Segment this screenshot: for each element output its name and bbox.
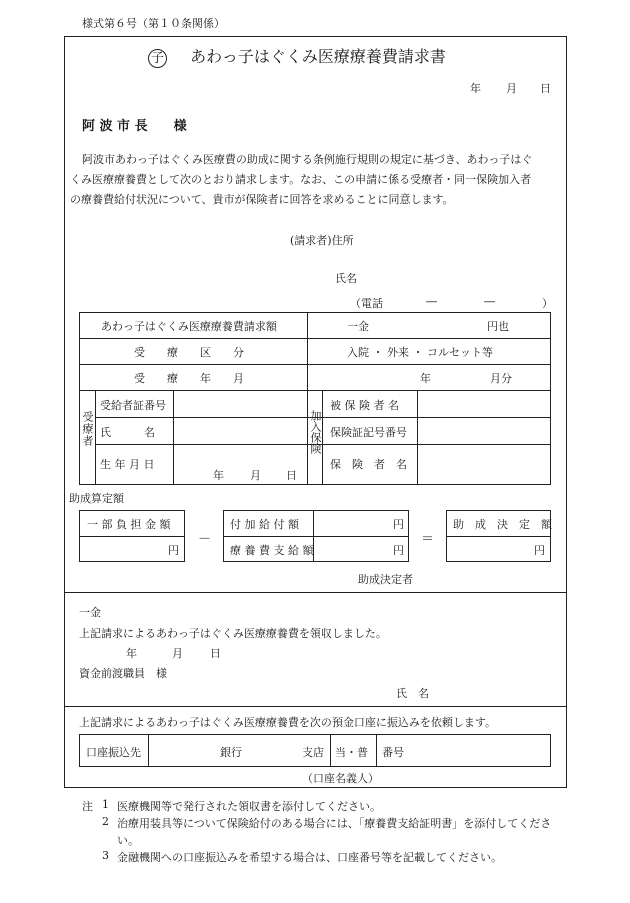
- date-month: 月: [506, 82, 517, 95]
- bank-label: 銀行: [220, 746, 242, 759]
- medical-payment-unit: 円: [393, 544, 404, 557]
- note-text: 治療用装具等について保険給付のある場合には、「療養費支給証明書」を添付してくださ: [117, 817, 552, 830]
- insurance-side-label: 加入保険: [309, 410, 322, 454]
- address-label: (請求者)住所: [290, 234, 354, 247]
- period-label: 受 療 年 月: [134, 372, 244, 385]
- period-year: 年: [420, 372, 431, 385]
- equals-sign: ＝: [421, 532, 435, 547]
- addressee: 阿 波 市 長 様: [82, 119, 187, 134]
- form-number: 様式第６号（第１０条関係）: [82, 17, 225, 30]
- account-holder-label: （口座名義人）: [302, 772, 379, 785]
- advance-staff: 資金前渡職員 様: [79, 667, 167, 680]
- insurance-number-label: 保険証記号番号: [330, 426, 407, 439]
- birth-month: 月: [250, 469, 261, 482]
- patient-name-label: 氏 名: [100, 426, 155, 439]
- claim-amount-suffix: 円也: [487, 320, 509, 333]
- medical-payment-label: 療 養 費 支 給 額: [230, 544, 314, 557]
- child-mark-icon: 子: [148, 49, 167, 68]
- note-text: 金融機関への口座振込みを希望する場合は、口座番号等を記載してください。: [117, 851, 502, 864]
- account-number-label: 番号: [382, 746, 404, 759]
- decision-amount-unit: 円: [534, 544, 545, 557]
- intro-line-1: 阿波市あわっ子はぐくみ医療費の助成に関する条例施行規則の規定に基づき、あわっ子はぐ: [82, 153, 533, 166]
- intro-line-3: の療養費給付状況について、貴市が保険者に回答を求めることに同意します。: [70, 193, 454, 206]
- note-text: 医療機関等で発行された領収書を添付してください。: [117, 800, 381, 813]
- minus-sign: －: [198, 532, 212, 547]
- insurer-name-label: 保 険 者 名: [330, 458, 407, 471]
- transfer-statement: 上記請求によるあわっ子はぐくみ医療療養費を次の預金口座に振込みを依頼します。: [79, 716, 497, 729]
- additional-benefit-label: 付 加 給 付 額: [230, 518, 299, 531]
- date-year: 年: [470, 82, 481, 95]
- recipient-cert-label: 受給者証番号: [100, 399, 166, 412]
- partial-burden-label: 一 部 負 担 金 額: [87, 518, 171, 531]
- account-type[interactable]: 当・普: [335, 746, 368, 759]
- receipt-divider: [64, 592, 567, 593]
- birth-day: 日: [286, 469, 297, 482]
- transfer-divider: [64, 706, 567, 707]
- category-value[interactable]: 入院 ・ 外来 ・ コルセット等: [347, 346, 493, 359]
- receipt-month: 月: [172, 647, 183, 660]
- birth-year: 年: [213, 469, 224, 482]
- account-dest-label: 口座振込先: [86, 746, 141, 759]
- note-number: 3: [102, 849, 109, 862]
- branch-label: 支店: [302, 746, 324, 759]
- receipt-amount-prefix: 一金: [79, 606, 101, 619]
- name-label: 氏名: [335, 272, 357, 285]
- category-label: 受 療 区 分: [134, 346, 244, 359]
- receipt-day: 日: [210, 647, 221, 660]
- note-text: い。: [117, 834, 139, 847]
- calc-heading: 助成算定額: [69, 492, 124, 505]
- notes-prefix: 注: [82, 800, 93, 813]
- receipt-statement: 上記請求によるあわっ子はぐくみ医療療養費を領収しました。: [79, 627, 387, 640]
- receipt-year: 年: [126, 647, 137, 660]
- partial-burden-unit: 円: [168, 544, 179, 557]
- phone-dash-2: ―: [484, 295, 495, 308]
- period-month: 月分: [490, 372, 512, 385]
- claim-amount-label: あわっ子はぐくみ医療療養費請求額: [101, 320, 277, 333]
- phone-dash-1: ―: [426, 295, 437, 308]
- additional-benefit-unit: 円: [393, 518, 404, 531]
- page-title: [148, 44, 446, 68]
- insured-name-label: 被 保 険 者 名: [330, 399, 399, 412]
- title-text: あわっ子はぐくみ医療療養費請求書: [190, 47, 446, 66]
- decision-maker-label: 助成決定者: [358, 573, 413, 586]
- phone-close: ）: [542, 297, 553, 310]
- note-number: 1: [102, 798, 109, 811]
- note-number: 2: [102, 815, 109, 828]
- claim-amount-prefix: 一金: [347, 320, 369, 333]
- birth-label: 生 年 月 日: [100, 458, 155, 471]
- decision-amount-label: 助 成 決 定 額: [453, 518, 552, 531]
- phone-open: （電話: [350, 297, 383, 310]
- date-day: 日: [540, 82, 551, 95]
- intro-line-2: くみ医療療養費として次のとおり請求します。なお、この申請に係る受療者・同一保険加入者: [70, 173, 532, 186]
- patient-side-label: 受療者: [81, 411, 94, 447]
- receipt-name-label: 氏 名: [396, 687, 429, 700]
